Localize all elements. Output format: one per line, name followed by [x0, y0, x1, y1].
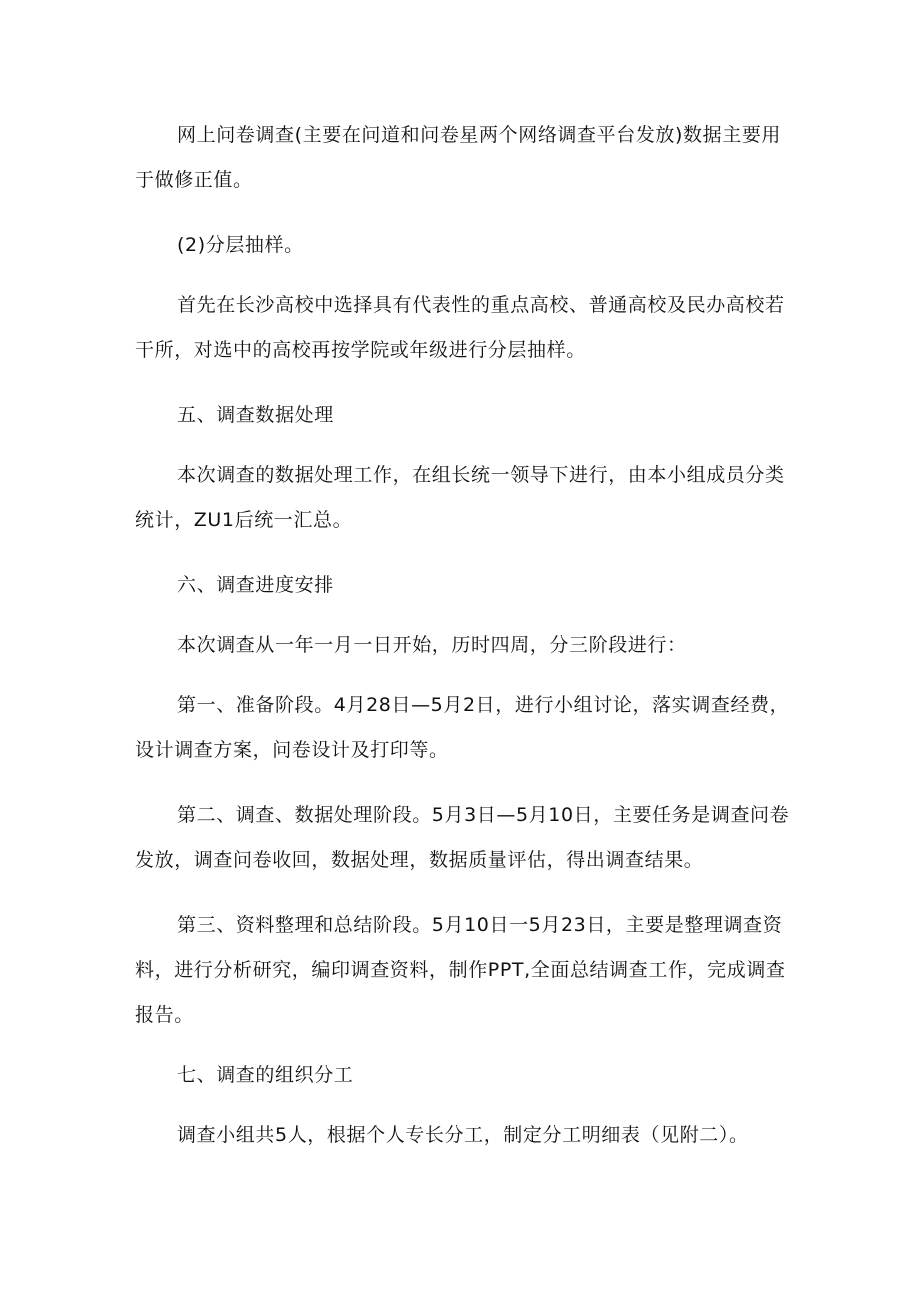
paragraph-stage-two: 第二、调查、数据处理阶段。5月3日—5月10日，主要任务是调查问卷发放，调查问卷收回，数据处理，数据质量评估，得出调查结果。: [135, 804, 790, 871]
paragraph-stratified-sampling-heading: (2)分层抽样。: [177, 234, 304, 256]
section-heading-data-processing: 五、调查数据处理: [177, 404, 334, 426]
paragraph-schedule-intro: 本次调查从一年一月一日开始，历时四周，分三阶段进行：: [177, 634, 687, 656]
paragraph-data-processing: 本次调查的数据处理工作，在组长统一领导下进行，由本小组成员分类统计，ZU1后统一汇总。: [135, 464, 785, 531]
section-heading-schedule: 六、调查进度安排: [177, 574, 334, 596]
paragraph-organization: 调查小组共5人，根据个人专长分工，制定分工明细表（见附二）。: [177, 1124, 749, 1146]
paragraph-stratified-sampling-desc: 首先在长沙高校中选择具有代表性的重点高校、普通高校及民办高校若干所，对选中的高校再按学院或年级进行分层抽样。: [135, 294, 785, 361]
paragraph-stage-three: 第三、资料整理和总结阶段。5月10日一5月23日，主要是整理调查资料，进行分析研究，编印调查资料，制作PPT,全面总结调查工作，完成调查报告。: [135, 914, 786, 1026]
paragraph-stage-one: 第一、准备阶段。4月28日—5月2日，进行小组讨论，落实调查经费，设计调查方案，问卷设计及打印等。: [135, 694, 790, 761]
section-heading-organization: 七、调查的组织分工: [177, 1064, 354, 1086]
paragraph-online-survey: 网上问卷调查(主要在问道和问卷星两个网络调查平台发放)数据主要用于做修正值。: [135, 124, 782, 191]
